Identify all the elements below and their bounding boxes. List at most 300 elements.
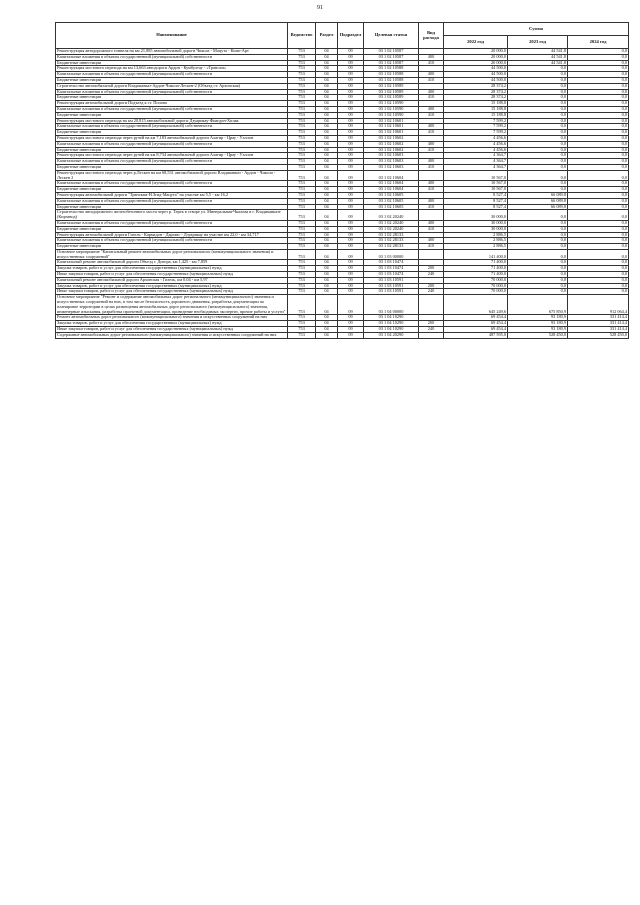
row-ministry: 753: [288, 289, 316, 295]
row-ministry: 753: [288, 170, 316, 181]
row-sum-2024: 0,0: [568, 192, 629, 198]
row-target: 03 1 02 10605: [364, 204, 419, 210]
page-number: 91: [317, 5, 323, 11]
row-sum-2022: 15 188,8: [444, 101, 508, 107]
row-name: Закупка товаров, работ и услуг для обеспечения государственных (муниципальных) нужд: [56, 283, 288, 289]
row-target: 03 1 02 10604: [364, 170, 419, 181]
row-target: 03 1 02 10601: [364, 118, 419, 124]
row-sum-2024: 0,0: [568, 226, 629, 232]
row-expense-type: 200: [419, 283, 444, 289]
row-ministry: 753: [288, 83, 316, 89]
table-row: [56, 295, 629, 315]
row-sum-2022: 8 527,4: [444, 192, 508, 198]
row-target: 03 1 02 10590: [364, 101, 419, 107]
row-target: 03 1 03 00000: [364, 249, 419, 260]
row-expense-type: 400: [419, 181, 444, 187]
row-section: 04: [316, 204, 338, 210]
row-section: 04: [316, 232, 338, 238]
row-ministry: 753: [288, 244, 316, 250]
row-ministry: 753: [288, 315, 316, 321]
row-sum-2024: 0,0: [568, 220, 629, 226]
row-expense-type: 410: [419, 130, 444, 136]
row-subsection: 09: [338, 289, 364, 295]
row-target: 03 1 02 10603: [364, 153, 419, 159]
row-sum-2024: 0,0: [568, 260, 629, 266]
row-target: 03 1 02 10588: [364, 77, 419, 83]
row-sum-2023: 0,0: [508, 272, 568, 278]
row-sum-2024: 0,0: [568, 130, 629, 136]
row-target: 03 1 04 10290: [364, 321, 419, 327]
row-sum-2024: 0,0: [568, 89, 629, 95]
row-sum-2023: 0,0: [508, 238, 568, 244]
row-ministry: 753: [288, 135, 316, 141]
row-subsection: 09: [338, 153, 364, 159]
row-target: 03 1 03 10591: [364, 277, 419, 283]
row-subsection: 09: [338, 277, 364, 283]
row-ministry: 753: [288, 72, 316, 78]
table-row: [56, 332, 629, 338]
row-section: 04: [316, 147, 338, 153]
row-sum-2024: 0,0: [568, 141, 629, 147]
row-expense-type: 400: [419, 220, 444, 226]
row-expense-type: 400: [419, 124, 444, 130]
row-section: 04: [316, 315, 338, 321]
row-expense-type: 240: [419, 289, 444, 295]
row-sum-2024: 331 414,4: [568, 327, 629, 333]
row-name: Реконструкция мостового перехода через р.Лескен на км 68,531 автомобильной дороги Владикавказ - Ардон - Чикола - Лескен 2: [56, 170, 288, 181]
row-subsection: 09: [338, 72, 364, 78]
row-sum-2023: 0,0: [508, 181, 568, 187]
row-name: Бюджетные инвестиции: [56, 112, 288, 118]
row-ministry: 753: [288, 95, 316, 101]
row-name: Капитальные вложения в объекты государственной (муниципальной) собственности: [56, 159, 288, 165]
row-target: 03 1 02 10604: [364, 181, 419, 187]
row-section: 04: [316, 106, 338, 112]
budget-table: [55, 22, 629, 339]
row-section: 04: [316, 192, 338, 198]
row-sum-2022: 8 527,4: [444, 198, 508, 204]
row-sum-2023: 0,0: [508, 164, 568, 170]
row-name: Бюджетные инвестиции: [56, 164, 288, 170]
row-sum-2023: 0,0: [508, 244, 568, 250]
header-ministry: Ведомство: [288, 23, 316, 49]
row-sum-2023: 0,0: [508, 130, 568, 136]
row-sum-2022: 71 400,0: [444, 260, 508, 266]
row-target: 03 1 02 10603: [364, 159, 419, 165]
row-subsection: 09: [338, 159, 364, 165]
row-section: 04: [316, 112, 338, 118]
row-subsection: 09: [338, 238, 364, 244]
row-target: 03 1 03 10474: [364, 260, 419, 266]
row-name: Реконструкция автомобильной дороги Подъезд к ст. Попова: [56, 101, 288, 107]
row-sum-2022: 645 249,6: [444, 295, 508, 315]
table-row: [56, 249, 629, 260]
row-subsection: 09: [338, 244, 364, 250]
row-section: 04: [316, 89, 338, 95]
row-section: 04: [316, 118, 338, 124]
header-sum: Сумма: [444, 23, 629, 36]
row-sum-2022: 44 500,0: [444, 72, 508, 78]
header-section: Раздел: [316, 23, 338, 49]
row-sum-2022: 71 400,0: [444, 266, 508, 272]
row-ministry: 753: [288, 204, 316, 210]
row-sum-2023: 44 541,8: [508, 60, 568, 66]
row-name: Иные закупки товаров, работ и услуг для обеспечения государственных (муниципальных) нужд: [56, 289, 288, 295]
row-name: Ремонт автомобильных дорог регионального (межмуниципального) значения и искусственных сооружений на них: [56, 315, 288, 321]
row-target: 03 1 04 20290: [364, 332, 419, 338]
row-subsection: 09: [338, 77, 364, 83]
row-name: Строительство автомобильной дороги Владикавказ-Ардон-Чикола-Лескен-2 (Объезд ст. Архонская): [56, 83, 288, 89]
row-name: Капитальные вложения в объекты государственной (муниципальной) собственности: [56, 181, 288, 187]
row-sum-2024: 0,0: [568, 164, 629, 170]
row-section: 04: [316, 60, 338, 66]
row-expense-type: 410: [419, 226, 444, 232]
row-section: 04: [316, 101, 338, 107]
row-sum-2023: 0,0: [508, 266, 568, 272]
row-expense-type: 410: [419, 244, 444, 250]
row-sum-2023: 0,0: [508, 112, 568, 118]
row-target: 03 1 02 10589: [364, 95, 419, 101]
row-sum-2024: 0,0: [568, 66, 629, 72]
row-target: 03 1 04 10290: [364, 327, 419, 333]
row-target: 03 1 02 10602: [364, 135, 419, 141]
row-ministry: 753: [288, 60, 316, 66]
row-target: 03 1 02 10605: [364, 198, 419, 204]
row-sum-2024: 0,0: [568, 210, 629, 221]
row-target: 03 1 02 20240: [364, 226, 419, 232]
row-section: 04: [316, 72, 338, 78]
row-section: 04: [316, 260, 338, 266]
table-row: [56, 170, 629, 181]
row-name: Реконструкция мостового перехода на км 20,815 автомобильной дороги Дзуарикау-Фиагдон-Хилак: [56, 118, 288, 124]
row-section: 04: [316, 141, 338, 147]
row-target: 03 1 02 20240: [364, 210, 419, 221]
row-target: 03 1 02 10601: [364, 130, 419, 136]
row-sum-2023: 0,0: [508, 283, 568, 289]
row-expense-type: [419, 170, 444, 181]
row-sum-2022: 70 000,0: [444, 277, 508, 283]
row-sum-2023: 0,0: [508, 159, 568, 165]
row-name: Капитальный ремонт автомобильной дороги Объезд г. Дигора, км 1,425 - км 7,859: [56, 260, 288, 266]
row-subsection: 09: [338, 164, 364, 170]
row-sum-2022: 2 886,5: [444, 244, 508, 250]
row-target: 03 1 02 28133: [364, 244, 419, 250]
row-target: 03 1 02 10590: [364, 106, 419, 112]
row-ministry: 753: [288, 295, 316, 315]
row-subsection: 09: [338, 249, 364, 260]
row-sum-2022: 20 000,0: [444, 54, 508, 60]
row-sum-2024: 0,0: [568, 272, 629, 278]
row-name: Реконструкция автодорожного тоннеля на км 21,885 автомобильной дороги Чикола - Мацута - Комп-Арт: [56, 49, 288, 55]
row-sum-2023: 528 450,0: [508, 332, 568, 338]
row-ministry: 753: [288, 153, 316, 159]
row-name: Капитальные вложения в объекты государственной (муниципальной) собственности: [56, 72, 288, 78]
header-target: Целевая статья: [364, 23, 419, 49]
row-name: Реконструкция мостового перехода через ручей на км 8,734 автомобильной дороги Алагир - Црау - Уаллон: [56, 153, 288, 159]
row-sum-2024: 0,0: [568, 72, 629, 78]
row-ministry: 753: [288, 141, 316, 147]
row-section: 04: [316, 210, 338, 221]
row-sum-2022: 141 400,0: [444, 249, 508, 260]
row-name: Бюджетные инвестиции: [56, 204, 288, 210]
row-sum-2023: 0,0: [508, 153, 568, 159]
row-ministry: 753: [288, 249, 316, 260]
row-subsection: 09: [338, 220, 364, 226]
row-target: 03 1 03 10591: [364, 283, 419, 289]
row-subsection: 09: [338, 95, 364, 101]
row-name: Капитальные вложения в объекты государственной (муниципальной) собственности: [56, 106, 288, 112]
row-sum-2022: 28 374,2: [444, 89, 508, 95]
row-section: 04: [316, 272, 338, 278]
row-expense-type: 410: [419, 204, 444, 210]
row-sum-2023: 0,0: [508, 170, 568, 181]
row-name: Бюджетные инвестиции: [56, 130, 288, 136]
row-subsection: 09: [338, 332, 364, 338]
row-expense-type: [419, 210, 444, 221]
row-name: Бюджетные инвестиции: [56, 244, 288, 250]
row-expense-type: 410: [419, 95, 444, 101]
row-sum-2022: 30 000,0: [444, 220, 508, 226]
row-sum-2023: 0,0: [508, 220, 568, 226]
row-expense-type: 200: [419, 266, 444, 272]
row-expense-type: 240: [419, 327, 444, 333]
row-subsection: 09: [338, 49, 364, 55]
row-subsection: 09: [338, 198, 364, 204]
row-name: Реконструкция автомобильной дороги Гизель - Кармадон - Даргавс - Дзуарикау на участке км 22,0 - км 34,717: [56, 232, 288, 238]
row-sum-2023: 0,0: [508, 95, 568, 101]
row-subsection: 09: [338, 181, 364, 187]
row-expense-type: 400: [419, 159, 444, 165]
row-name: Закупка товаров, работ и услуг для обеспечения государственных (муниципальных) нужд: [56, 266, 288, 272]
row-sum-2023: 0,0: [508, 277, 568, 283]
row-section: 04: [316, 321, 338, 327]
row-expense-type: 200: [419, 321, 444, 327]
row-sum-2024: 0,0: [568, 54, 629, 60]
row-target: 03 1 02 10602: [364, 141, 419, 147]
row-sum-2023: 0,0: [508, 289, 568, 295]
row-subsection: 09: [338, 118, 364, 124]
row-section: 04: [316, 130, 338, 136]
row-section: 04: [316, 327, 338, 333]
row-section: 04: [316, 83, 338, 89]
row-target: 03 1 02 10589: [364, 89, 419, 95]
row-sum-2022: 69 454,4: [444, 321, 508, 327]
row-sum-2023: 66 089,8: [508, 192, 568, 198]
row-sum-2024: 0,0: [568, 238, 629, 244]
row-name: Капитальный ремонт автомобильной дороги Архонская - Гизель, км 0,04 - км 5,97: [56, 277, 288, 283]
row-target: 03 1 02 10587: [364, 60, 419, 66]
row-target: 03 1 02 10604: [364, 187, 419, 193]
row-sum-2022: 2 886,5: [444, 238, 508, 244]
row-expense-type: 400: [419, 141, 444, 147]
row-subsection: 09: [338, 315, 364, 321]
row-sum-2024: 0,0: [568, 124, 629, 130]
row-sum-2022: 4 456,6: [444, 147, 508, 153]
row-target: 03 1 02 10603: [364, 164, 419, 170]
row-name: Бюджетные инвестиции: [56, 77, 288, 83]
row-sum-2023: 44 541,8: [508, 54, 568, 60]
row-sum-2024: 0,0: [568, 249, 629, 260]
row-sum-2024: 0,0: [568, 135, 629, 141]
row-sum-2022: 7 599,2: [444, 124, 508, 130]
row-sum-2024: 331 414,4: [568, 321, 629, 327]
row-sum-2024: 0,0: [568, 77, 629, 83]
row-sum-2023: 0,0: [508, 226, 568, 232]
row-expense-type: 400: [419, 106, 444, 112]
row-section: 04: [316, 124, 338, 130]
row-sum-2022: 69 454,4: [444, 327, 508, 333]
row-target: 03 1 04 10290: [364, 315, 419, 321]
row-expense-type: 400: [419, 238, 444, 244]
row-ministry: 753: [288, 49, 316, 55]
row-subsection: 09: [338, 147, 364, 153]
row-section: 04: [316, 238, 338, 244]
row-sum-2022: 30 000,0: [444, 226, 508, 232]
row-section: 04: [316, 289, 338, 295]
row-sum-2023: 93 180,9: [508, 327, 568, 333]
row-target: 03 1 03 10591: [364, 289, 419, 295]
row-target: 03 1 02 28133: [364, 238, 419, 244]
row-name: Закупка товаров, работ и услуг для обеспечения государственных (муниципальных) нужд: [56, 321, 288, 327]
row-target: 03 1 02 10601: [364, 124, 419, 130]
header-name: Наименование: [56, 23, 288, 49]
row-sum-2022: 487 595,0: [444, 332, 508, 338]
row-ministry: 753: [288, 327, 316, 333]
row-subsection: 09: [338, 260, 364, 266]
row-sum-2023: 0,0: [508, 101, 568, 107]
row-expense-type: 400: [419, 54, 444, 60]
row-section: 04: [316, 95, 338, 101]
row-section: 04: [316, 159, 338, 165]
row-section: 04: [316, 266, 338, 272]
row-sum-2022: 20 000,0: [444, 49, 508, 55]
row-target: 03 1 02 10605: [364, 192, 419, 198]
row-sum-2022: 28 374,2: [444, 95, 508, 101]
row-target: 03 1 02 20240: [364, 220, 419, 226]
row-ministry: 753: [288, 192, 316, 198]
row-ministry: 753: [288, 106, 316, 112]
row-subsection: 09: [338, 89, 364, 95]
row-expense-type: 410: [419, 147, 444, 153]
row-sum-2022: 15 188,8: [444, 112, 508, 118]
row-sum-2022: 4 456,6: [444, 141, 508, 147]
row-ministry: 753: [288, 164, 316, 170]
row-ministry: 753: [288, 112, 316, 118]
row-sum-2024: 0,0: [568, 101, 629, 107]
row-ministry: 753: [288, 130, 316, 136]
row-sum-2022: 44 500,0: [444, 77, 508, 83]
row-sum-2024: 0,0: [568, 198, 629, 204]
row-ministry: 753: [288, 283, 316, 289]
row-sum-2023: 675 850,9: [508, 295, 568, 315]
row-sum-2024: 0,0: [568, 159, 629, 165]
row-ministry: 753: [288, 321, 316, 327]
row-subsection: 09: [338, 283, 364, 289]
row-sum-2022: 69 454,4: [444, 315, 508, 321]
row-sum-2022: 30 000,0: [444, 210, 508, 221]
row-ministry: 753: [288, 332, 316, 338]
row-target: 03 1 02 10588: [364, 72, 419, 78]
row-subsection: 09: [338, 226, 364, 232]
row-ministry: 753: [288, 159, 316, 165]
row-subsection: 09: [338, 66, 364, 72]
row-expense-type: 410: [419, 187, 444, 193]
row-ministry: 753: [288, 238, 316, 244]
row-name: Иные закупки товаров, работ и услуг для обеспечения государственных (муниципальных) нужд: [56, 327, 288, 333]
row-sum-2023: 0,0: [508, 141, 568, 147]
row-sum-2022: 71 400,0: [444, 272, 508, 278]
row-sum-2024: 0,0: [568, 181, 629, 187]
row-subsection: 09: [338, 327, 364, 333]
row-sum-2022: 4 364,7: [444, 159, 508, 165]
row-sum-2022: 28 374,2: [444, 83, 508, 89]
row-expense-type: 400: [419, 89, 444, 95]
row-subsection: 09: [338, 60, 364, 66]
row-subsection: 09: [338, 321, 364, 327]
row-sum-2022: 4 456,6: [444, 135, 508, 141]
row-name: Бюджетные инвестиции: [56, 60, 288, 66]
row-ministry: 753: [288, 147, 316, 153]
row-ministry: 753: [288, 272, 316, 278]
row-sum-2024: 0,0: [568, 204, 629, 210]
row-section: 04: [316, 332, 338, 338]
row-name: Содержание автомобильных дорог регионального (межмуниципального) значения и искусственных сооружений на них: [56, 332, 288, 338]
row-sum-2022: 4 364,7: [444, 164, 508, 170]
row-sum-2024: 0,0: [568, 106, 629, 112]
row-subsection: 09: [338, 204, 364, 210]
row-ministry: 753: [288, 118, 316, 124]
row-sum-2022: 44 500,0: [444, 66, 508, 72]
row-sum-2024: 0,0: [568, 95, 629, 101]
header-year-2023: 2023 год: [508, 36, 568, 49]
row-sum-2024: 0,0: [568, 49, 629, 55]
row-ministry: 753: [288, 260, 316, 266]
row-ministry: 753: [288, 226, 316, 232]
row-target: 03 1 02 28133: [364, 232, 419, 238]
row-name: Капитальные вложения в объекты государственной (муниципальной) собственности: [56, 198, 288, 204]
row-subsection: 09: [338, 130, 364, 136]
row-expense-type: [419, 295, 444, 315]
row-sum-2022: 70 000,0: [444, 283, 508, 289]
row-target: 03 1 02 10590: [364, 112, 419, 118]
row-name: Бюджетные инвестиции: [56, 226, 288, 232]
row-subsection: 09: [338, 170, 364, 181]
row-name: Капитальные вложения в объекты государственной (муниципальной) собственности: [56, 141, 288, 147]
row-section: 04: [316, 135, 338, 141]
row-sum-2023: 0,0: [508, 147, 568, 153]
row-subsection: 09: [338, 192, 364, 198]
row-ministry: 753: [288, 181, 316, 187]
row-sum-2024: 0,0: [568, 232, 629, 238]
row-sum-2023: 0,0: [508, 77, 568, 83]
row-sum-2023: 0,0: [508, 187, 568, 193]
row-ministry: 753: [288, 266, 316, 272]
row-name: Основное мероприятие "Ремонт и содержание автомобильных дорог регионального (межмуниципального) значения и искусственных сооружений на них, в том числе безопасность дорожного движения, разработка документации по планировке территории в целях размещения автомобильных дорог регионального (межмуниципального) значения, инженерные изыскания, разработка проектной документации, проведение необходимых экспертиз, прочие работы и услуги": [56, 295, 288, 315]
row-expense-type: 410: [419, 77, 444, 83]
row-sum-2023: 93 180,9: [508, 315, 568, 321]
row-subsection: 09: [338, 83, 364, 89]
table-body: [56, 49, 629, 339]
row-subsection: 09: [338, 210, 364, 221]
row-subsection: 09: [338, 101, 364, 107]
row-sum-2023: 44 541,8: [508, 49, 568, 55]
row-name: Основное мероприятие "Капитальный ремонт автомобильных дорог регионального (межмуниципального значения) и искусственных сооружений": [56, 249, 288, 260]
table-header: [56, 23, 629, 49]
row-sum-2024: 0,0: [568, 170, 629, 181]
row-sum-2023: 0,0: [508, 210, 568, 221]
row-name: Реконструкция мостового перехода на км 13,663 автодороги Ардон - Кумбултау - «Трансам»: [56, 66, 288, 72]
row-sum-2022: 10 567,0: [444, 181, 508, 187]
